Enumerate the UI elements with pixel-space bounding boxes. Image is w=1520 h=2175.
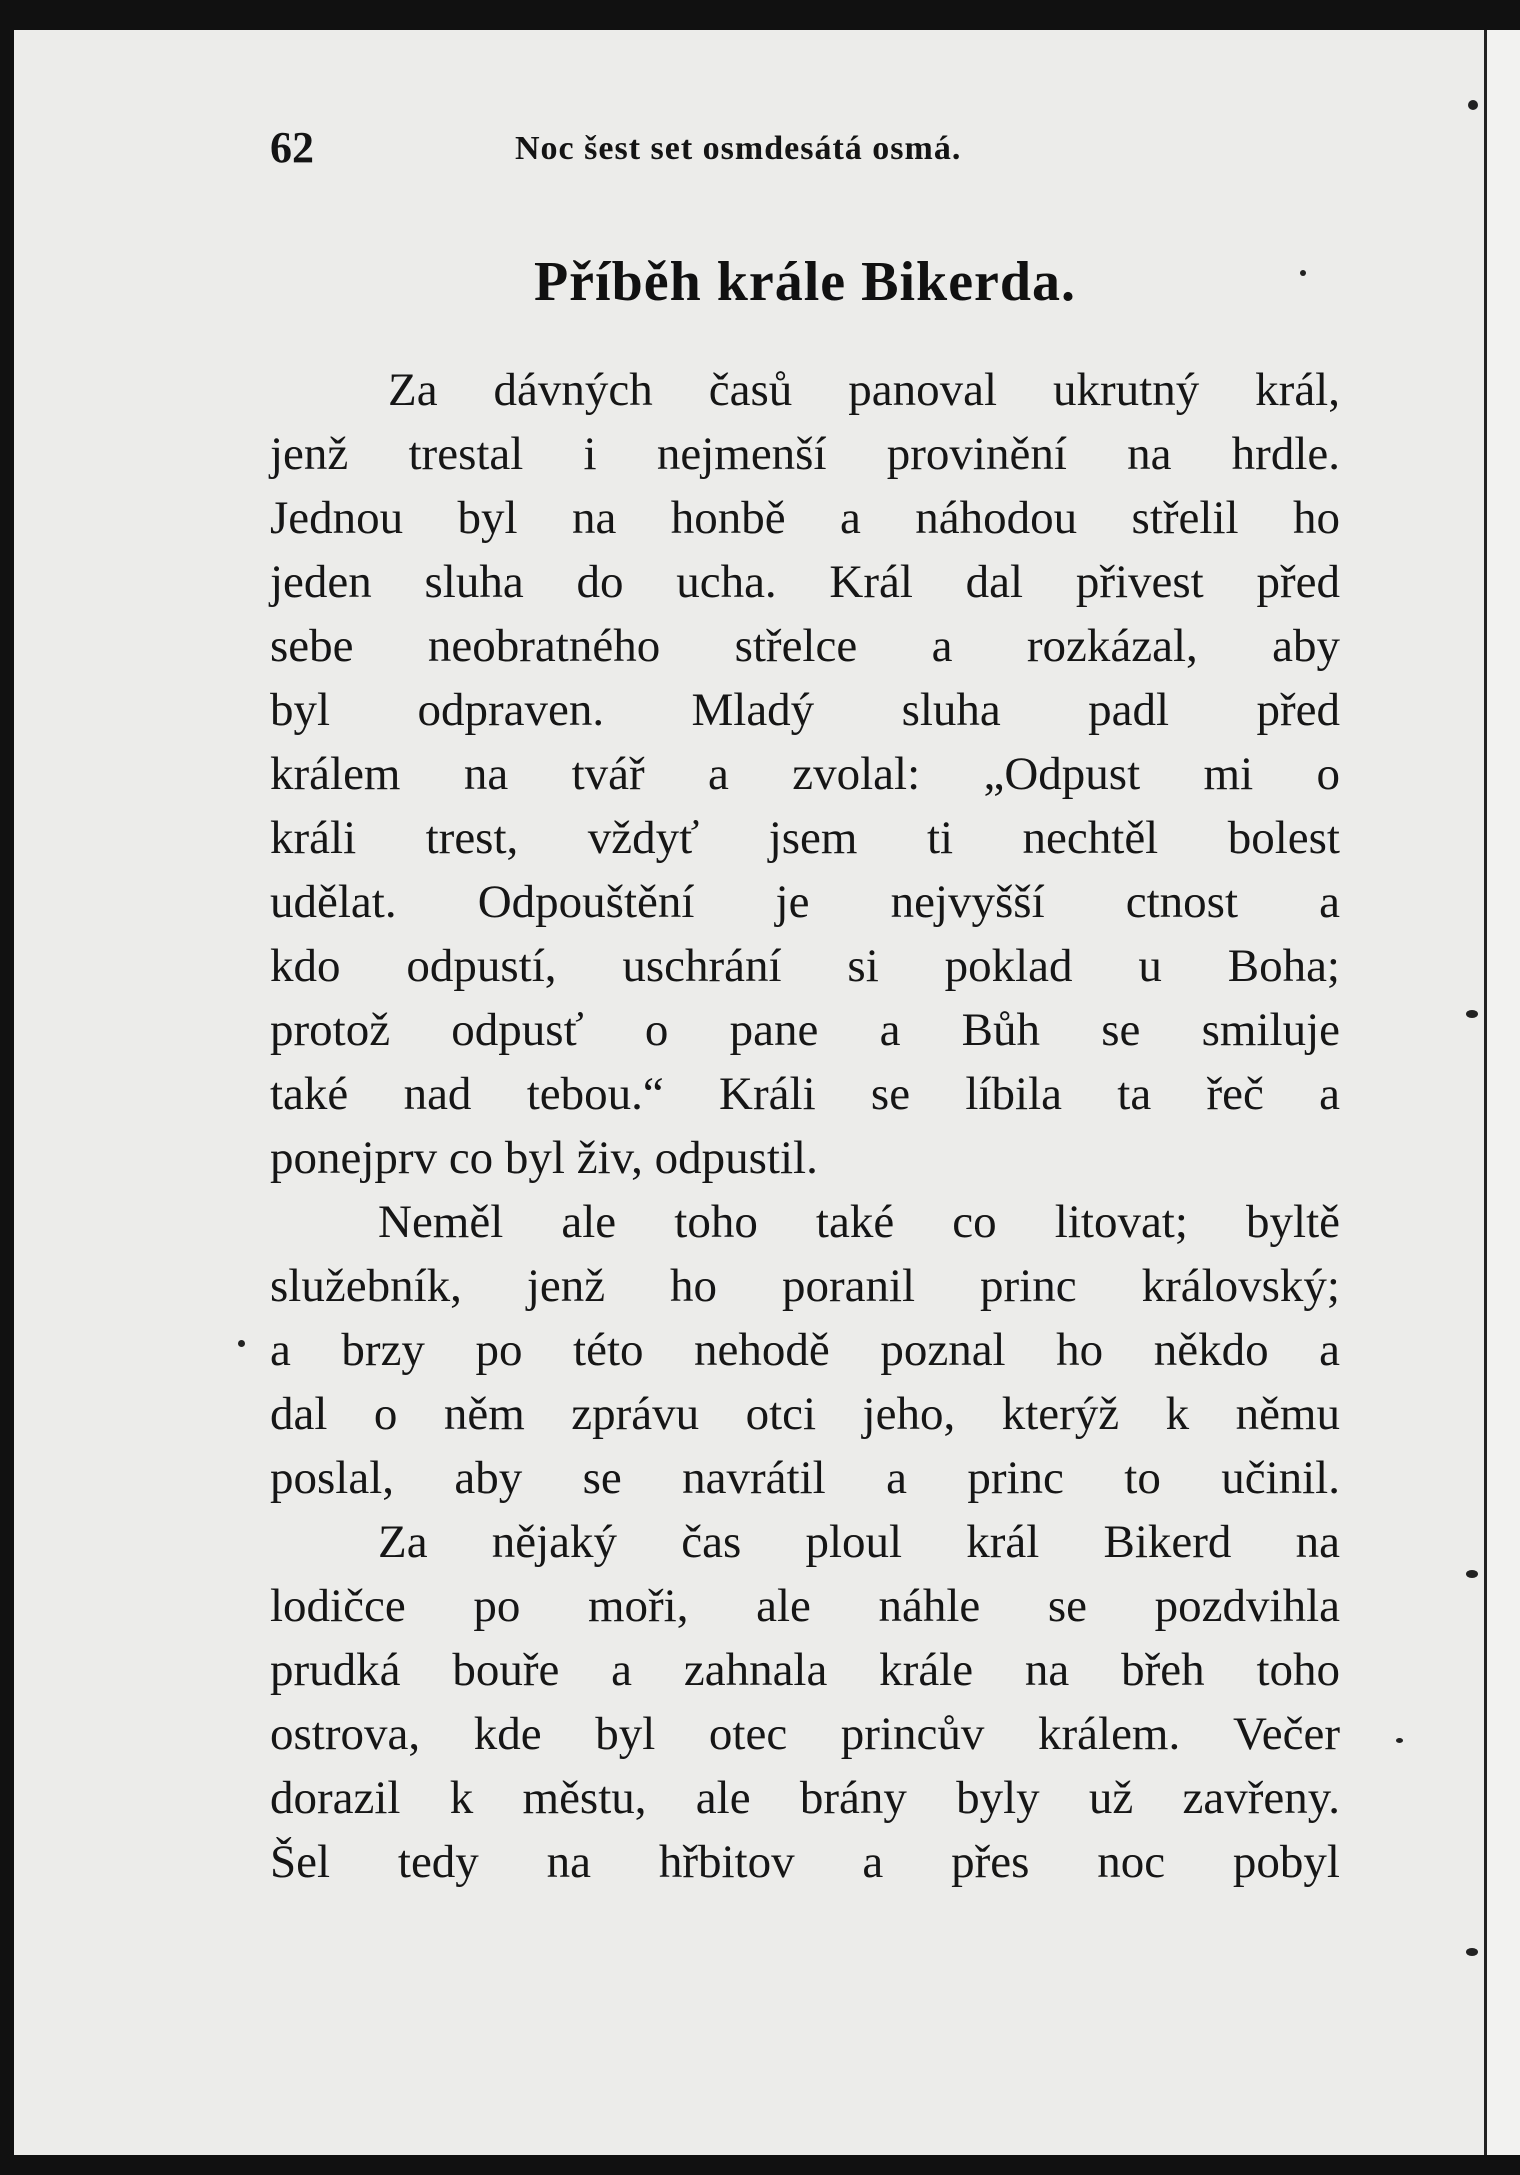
chapter-title: Příběh krále Bikerda. [533,251,1077,313]
text-line: králi trest, vždyť jsem ti nechtěl bolest [270,812,1340,864]
text-line: Šel tedy na hřbitov a přes noc pobyl [270,1836,1340,1888]
text-line: sebe neobratného střelce a rozkázal, aby [270,620,1340,672]
text-line: dal o něm zprávu otci jeho, kterýž k němu [270,1388,1340,1440]
text-line: služebník, jenž ho poranil princ královský; [270,1260,1340,1312]
body-text [270,358,1340,1894]
running-title: Noc šest set osmdesátá osmá. [515,130,962,167]
text-line: protož odpusť o pane a Bůh se smiluje [270,1004,1340,1056]
text-line: a brzy po této nehodě poznal ho někdo a [270,1324,1340,1376]
text-line: prudká bouře a zahnala krále na břeh toho [270,1644,1340,1696]
ink-speck [238,1340,245,1347]
text-line: byl odpraven. Mladý sluha padl před [270,684,1340,736]
text-line: Jednou byl na honbě a náhodou střelil ho [270,492,1340,544]
text-line: jenž trestal i nejmenší provinění na hrdle. [270,428,1340,480]
ink-speck [1468,100,1478,110]
text-line: Za nějaký čas ploul král Bikerd na [378,1516,1340,1568]
text-line: králem na tvář a zvolal: „Odpust mi o [270,748,1340,800]
ink-speck [1466,1570,1478,1578]
text-line: ostrova, kde byl otec princův králem. Večer [270,1708,1340,1760]
text-line: lodičce po moři, ale náhle se pozdvihla [270,1580,1340,1632]
text-line: kdo odpustí, uschrání si poklad u Boha; [270,940,1340,992]
text-line: dorazil k městu, ale brány byly už zavřeny. [270,1772,1340,1824]
ink-speck [1466,1010,1478,1018]
ink-speck [1300,270,1306,276]
ink-speck [1466,1948,1478,1956]
page-edge [1484,30,1520,2155]
running-header [270,122,1340,182]
text-line: ponejprv co byl živ, odpustil. [270,1132,818,1184]
text-line: poslal, aby se navrátil a princ to učinil. [270,1452,1340,1504]
page-number: 62 [270,123,314,172]
text-line: jeden sluha do ucha. Král dal přivest před [270,556,1340,608]
text-line: také nad tebou.“ Králi se líbila ta řeč a [270,1068,1340,1120]
ink-speck [1396,1738,1403,1743]
text-line: Neměl ale toho také co litovat; byltě [378,1196,1340,1248]
text-line: Za dávných časů panoval ukrutný král, [388,364,1340,416]
text-line: udělat. Odpouštění je nejvyšší ctnost a [270,876,1340,928]
